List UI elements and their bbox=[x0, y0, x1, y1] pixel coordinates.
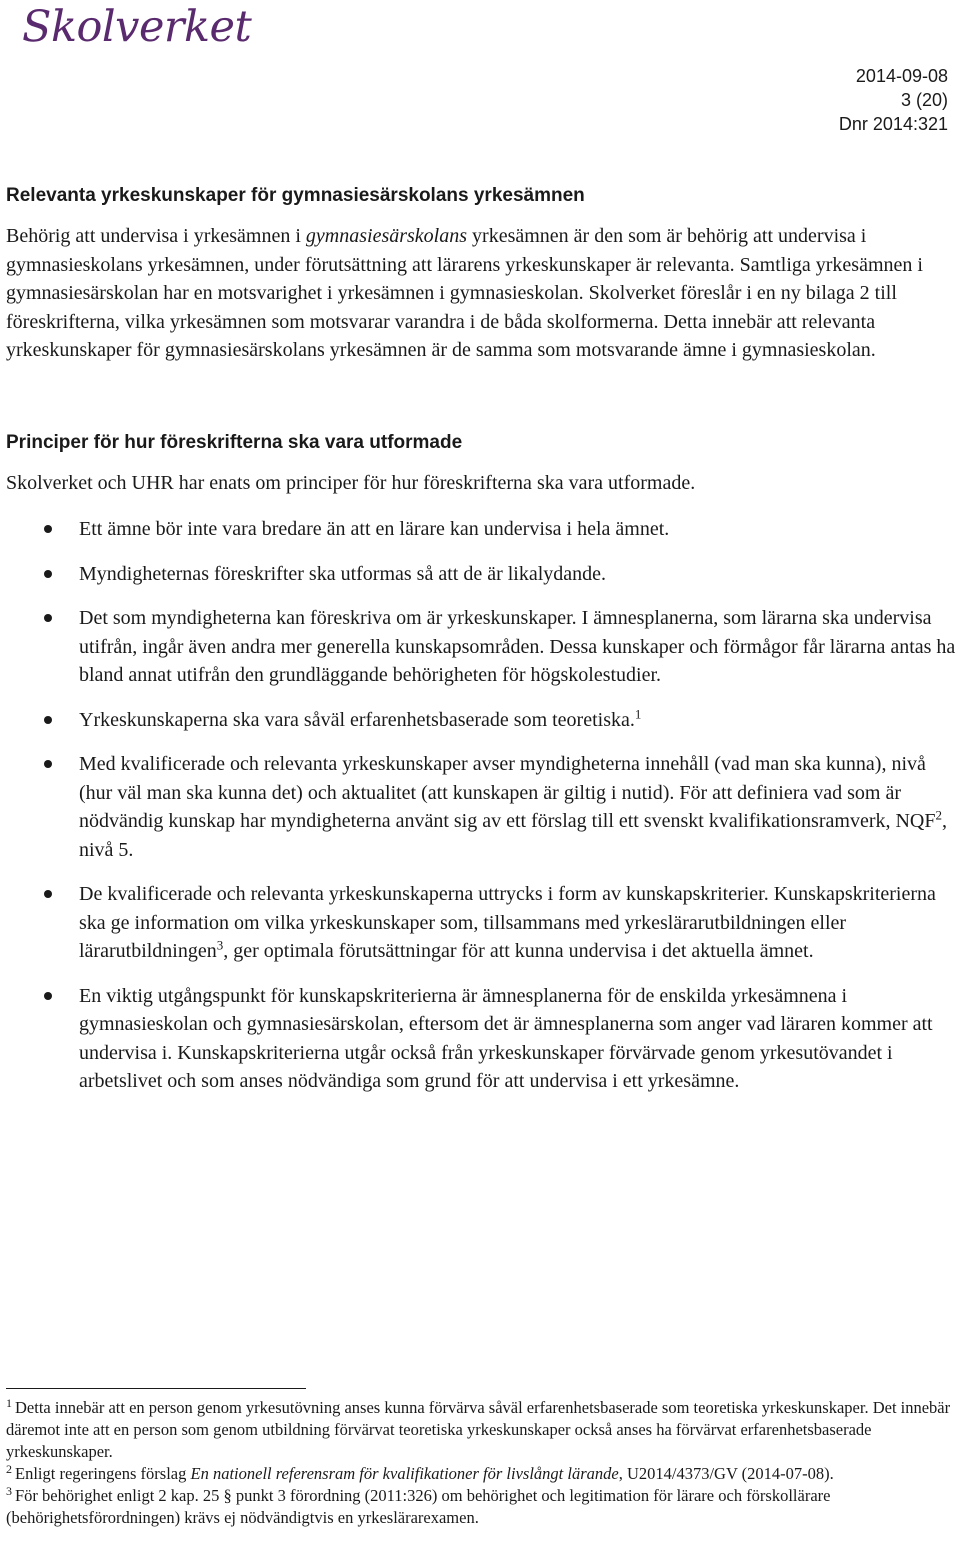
page-number: 3 (20) bbox=[900, 90, 948, 110]
footnote-divider bbox=[6, 1388, 306, 1389]
document-dnr: Dnr 2014:321 bbox=[838, 114, 948, 134]
bullet-icon bbox=[44, 992, 52, 1000]
principles-list bbox=[6, 515, 958, 1096]
list-item: Det som myndigheterna kan föreskriva om är yrkeskunskaper. I ämnesplanerna, som lärarna ska undervisa utifrån, ingår även andra mer generella kunskapsområden. Dessa kunskaper och förmågor får lärarna antas ha bland annat utifrån den grundläggande behörigheten för högskolestudier. bbox=[6, 604, 958, 690]
section1-paragraph: Behörig att undervisa i yrkesämnen i gymnasiesärskolans yrkesämnen är den som är behörig att undervisa i gymnasieskolans yrkesämnen, under förutsättning att lärarens yrkeskunskaper är relevanta. Samtliga yrkesämnen i gymnasiesärskolan har en motsvarighet i yrkesämnen i gymnasieskolan. Skolverket föreslår i en ny bilaga 2 till föreskrifterna, vilka yrkesämnen som motsvarar varandra i de båda skolformerna. Detta innebär att relevanta yrkeskunskaper för gymnasiesärskolans yrkesämnen är de samma som motsvarande ämne i gymnasieskolan. bbox=[6, 225, 923, 361]
list-item: Yrkeskunskaperna ska vara såväl erfarenhetsbaserade som teoretiska.$^1$ bbox=[6, 706, 958, 735]
list-item: Med kvalificerade och relevanta yrkeskunskaper avser myndigheterna innehåll (vad man ska kunna), nivå (hur väl man ska kunna det) och aktualitet (att kunskapen är giltig i nutid). För att definiera vad som är nödvändig kunskap har myndigheterna använt sig av ett förslag till ett svenskt kvalifikationsramverk, NQF$^2$, nivå 5. bbox=[6, 750, 958, 864]
section2-intro: Skolverket och UHR har enats om principer för hur föreskrifterna ska vara utformade. bbox=[6, 471, 696, 494]
bullet-icon bbox=[44, 890, 52, 898]
footnotes bbox=[6, 1388, 956, 1529]
skolverket-logo: Skolverket bbox=[22, 2, 252, 52]
footnote-3: $^3$ För behörighet enligt 2 kap. 25 § punkt 3 förordning (2011:326) om behörighet och legitimation för lärare och förskollärare (behörighetsförordningen) krävs ej nödvändigtvis en yrkeslärarexamen. bbox=[6, 1483, 831, 1527]
document-body bbox=[6, 182, 958, 1112]
document-date: 2014-09-08 bbox=[855, 66, 948, 86]
footnote-ref-3[interactable]: 3 bbox=[216, 937, 224, 953]
document-meta bbox=[839, 64, 948, 136]
footnote-1: $^1$ Detta innebär att en person genom yrkesutövning anses kunna förvärva såväl erfarenhetsbaserade som teoretiska yrkeskunskaper. Det innebär däremot inte att en person som genom utbildning förvärvat teoretiska yrkeskunskaper också anses ha förvärvat erfarenhetsbaserade yrkeskunskaper. bbox=[6, 1395, 951, 1461]
bullet-icon bbox=[44, 614, 52, 622]
section-heading-principer: Principer för hur föreskrifterna ska vara utformade bbox=[6, 431, 463, 453]
italic-gymnasiesarskolans: gymnasiesärskolans bbox=[305, 225, 468, 247]
list-item: Ett ämne bör inte vara bredare än att en lärare kan undervisa i hela ämnet. bbox=[6, 515, 958, 544]
list-item: En viktig utgångspunkt för kunskapskriterierna är ämnesplanerna för de enskilda yrkesämnena i gymnasieskolan och gymnasiesärskolan, eftersom det är ämnesplanerna som anger vad läraren kommer att undervisa i. Kunskapskriterierna utgår också från yrkeskunskaper förvärvade genom yrkesutövandet i arbetslivet och som anses nödvändiga som grund för att undervisa i ett yrkesämne. bbox=[6, 982, 958, 1096]
footnote-2: $^2$ Enligt regeringens förslag En nationell referensram för kvalifikationer för livslångt lärande, U2014/4373/GV (2014-07-08). bbox=[6, 1461, 834, 1483]
footnote-ref-2[interactable]: 2 bbox=[935, 807, 942, 823]
list-item: Myndigheternas föreskrifter ska utformas så att de är likalydande. bbox=[6, 560, 958, 589]
list-item: De kvalificerade och relevanta yrkeskunskaperna uttrycks i form av kunskapskriterier. Kunskapskriterierna ska ge information om vilka yrkeskunskaper som, tillsammans med yrkeslärarutbildningen eller lärarutbildningen$^3$, ger optimala förutsättningar för att kunna undervisa i det aktuella ämnet. bbox=[6, 880, 958, 966]
bullet-icon bbox=[44, 525, 52, 533]
bullet-icon bbox=[44, 570, 52, 578]
bullet-icon bbox=[44, 716, 52, 724]
section-heading-relevanta: Relevanta yrkeskunskaper för gymnasiesärskolans yrkesämnen bbox=[6, 185, 585, 206]
footnote-ref-1[interactable]: 1 bbox=[634, 705, 642, 721]
bullet-icon bbox=[44, 760, 52, 768]
